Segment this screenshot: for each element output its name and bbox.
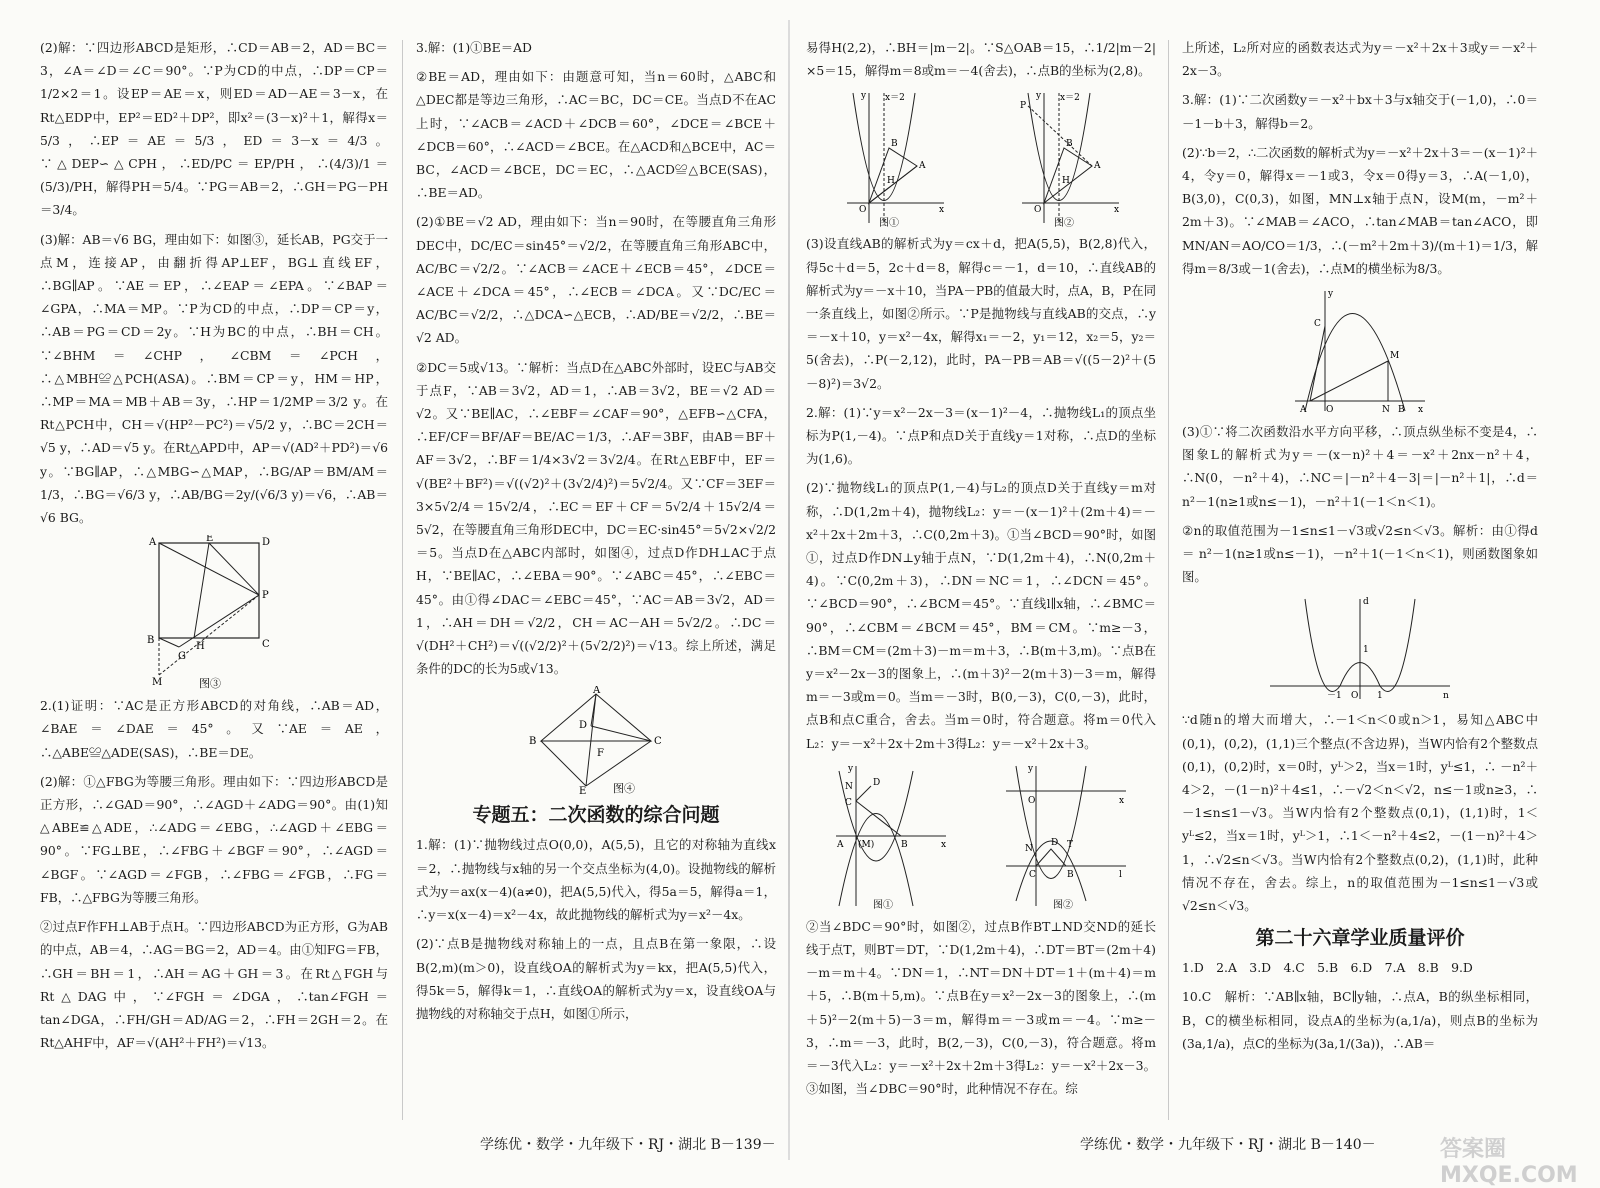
svg-text:B: B <box>1065 139 1073 150</box>
svg-text:E: E <box>206 535 214 545</box>
figure-d <box>1290 286 1430 416</box>
svg-text:x: x <box>941 839 947 850</box>
svg-text:图①: 图① <box>873 899 893 911</box>
column-2 <box>416 36 776 1116</box>
paragraph: (2)∵b＝2，∴二次函数的解析式为y＝－x²＋2x＋3＝－(x－1)²＋4，令y＝0，解得x＝－1或3，令x＝0得y＝3，∴A(－1,0)，B(3,0)，C(0,3)，如图，MN⊥x轴于点N，设M(m，－m²＋2m＋3)。∵∠MAB＝∠ACO，∴tan∠MAB＝tan∠ACO，即MN/AN＝AO/CO＝1/3，∴(－m²＋2m＋3)/(m＋1)＝1/3，解得m＝8/3或－1(舍去)，∴点M的横坐标为8/3。 <box>1182 144 1538 276</box>
figure-row <box>806 761 1156 911</box>
svg-text:N: N <box>845 781 853 792</box>
svg-text:N: N <box>1382 405 1390 416</box>
svg-text:(M): (M) <box>858 839 875 850</box>
svg-text:A: A <box>918 161 925 172</box>
column-divider <box>402 40 403 1120</box>
svg-text:A: A <box>593 686 601 697</box>
svg-text:y: y <box>1028 763 1034 774</box>
svg-text:图③: 图③ <box>199 677 221 691</box>
svg-text:B: B <box>1067 869 1074 880</box>
svg-text:－1: －1 <box>1327 691 1342 702</box>
paragraph: 3.解：(1)①BE＝AD <box>416 40 532 55</box>
answer-line: 1.D 2.A 3.D 4.C 5.B 6.D 7.A 8.B 9.D <box>1182 960 1473 976</box>
svg-text:A: A <box>149 537 157 549</box>
figure-row <box>806 88 1156 228</box>
svg-text:A: A <box>1093 161 1100 172</box>
svg-text:y: y <box>860 91 866 102</box>
svg-text:l: l <box>1119 869 1122 880</box>
svg-text:C: C <box>1029 869 1036 880</box>
svg-text:x: x <box>1119 795 1125 806</box>
paragraph: ②DC＝5或√13。∵解析：当点D在△ABC外部时，设EC与AB交于点F，∵AB＝3√2，AD＝1，∴AB＝3√2，BE＝√2 AD＝√2。又∵BE∥AC，∴∠EBF＝∠CAF＝90°，△EFB∽△CFA，∴EF/CF＝BF/AF＝BE/AC＝1/3，∴AF＝3BF，由AB＝BF＋AF＝3√2，∴BF＝1/4×3√2＝3√2/4。在Rt△EBF中，EF＝√(BE²＋BF²)＝√((√2)²＋(3√2/4)²)＝5√2/4。又∵CF＝3EF＝3×5√2/4＝15√2/4，∴EC＝EF＋CF＝5√2/4＋15√2/4＝5√2，在等腰直角三角形DEC中，DC＝EC·sin45°＝5√2×√2/2＝5。当点D在△ABC内部时，如图④，过点D作DH⊥AC于点H，∵BE∥AC，∴∠EBA＝90°。∵∠ABC＝45°，∴∠EBC＝45°。由①得∠DAC＝∠EBC＝45°，∵AC＝AB＝3√2，AD＝1，∴AH＝DH＝√2/2，CH＝AC－AH＝5√2/2。∴DC＝√(DH²＋CH²)＝√((√2/2)²＋(5√2/2)²)＝√13。综上所述，满足条件的DC的长为5或√13。 <box>416 359 776 677</box>
paragraph: (3)①∵将二次函数沿水平方向平移，∴顶点纵坐标不变是4，∴图象L的解析式为y＝－(x－n)²＋4＝－x²＋2nx－n²＋4，∴N(0，－n²＋4)，∴NC＝|－n²＋4－3|＝|－n²＋1|，∴d＝ n²－1(n≥1或n≤－1)，－n²＋1(－1＜n＜1)。 <box>1182 424 1538 509</box>
svg-text:H: H <box>886 176 895 187</box>
svg-text:D: D <box>262 537 271 549</box>
paragraph: 1.解：(1)∵抛物线过点O(0,0)，A(5,5)，且它的对称轴为直线x＝2，∴抛物线与x轴的另一个交点坐标为(4,0)。设抛物线的解析式为y＝ax(x－4)(a≠0)，把A(5,5)代入，得5a＝5，解得a＝1，∴y＝x(x－4)＝x²－4x，故此抛物线的解析式为y＝x²－4x。 <box>416 837 776 923</box>
svg-text:P: P <box>262 590 269 602</box>
footer-left: 学练优・数学・九年级下・RJ・湖北 B－139－ <box>480 1137 776 1153</box>
svg-text:y: y <box>1035 91 1041 102</box>
paragraph: 3.解：(1)∵二次函数y＝－x²＋bx＋3与x轴交于(－1,0)，∴0＝－1－b＋3，解得b＝2。 <box>1182 92 1538 131</box>
svg-text:F: F <box>597 748 604 760</box>
paragraph: (2)解：∵四边形ABCD是矩形，∴CD＝AB＝2，AD＝BC＝3，∠A＝∠D＝∠C＝90°。∵P为CD的中点，∴DP＝CP＝1/2×2＝1。设EP＝AE＝x，则ED＝AD－AE＝3－x，在Rt△EDP中，EP²＝ED²＋DP²，即x²＝(3－x)²＋1，解得x＝5/3，∴EP＝AE＝5/3，ED＝3－x＝4/3。∵△DEP∽△CPH，∴ED/PC＝EP/PH，∴(4/3)/1＝(5/3)/PH，解得PH＝5/4。∵PG＝AB＝2，∴GH＝PG－PH＝3/4。 <box>40 40 388 218</box>
footer-right: 学练优・数学・九年级下・RJ・湖北 B－140－ <box>1080 1137 1376 1153</box>
svg-text:图①: 图① <box>878 218 899 229</box>
svg-text:O: O <box>1028 795 1036 806</box>
svg-text:D: D <box>1051 837 1059 848</box>
svg-text:y: y <box>848 763 854 774</box>
section-title: 专题五：二次函数的综合问题 <box>472 804 720 827</box>
svg-text:G: G <box>178 651 186 663</box>
svg-text:B: B <box>890 139 898 150</box>
paragraph: ②过点F作FH⊥AB于点H。∵四边形ABCD为正方形，G为AB的中点，AB＝4，∴AG＝BG＝2，AD＝4。由①知FG＝FB，∴GH＝BH＝1，∴AH＝AG＋GH＝3。在Rt△FGH与Rt△DAG中，∵∠FGH＝∠DGA，∴tan∠FGH＝tan∠DGA，∴FH/GH＝AD/AG＝2，∴FH＝2GH＝2。在Rt△AHF中，AF＝√(AH²＋FH²)＝√13。 <box>40 919 388 1051</box>
watermark: 答案圈 MXQE.COM <box>1440 1137 1578 1188</box>
svg-text:d: d <box>1363 597 1369 608</box>
paragraph: (2)解：①△FBG为等腰三角形。理由如下：∵四边形ABCD是正方形，∴∠GAD＝90°，∴∠AGD＋∠ADG＝90°。由(1)知△ABE≌△ADE，∴∠ADG＝∠EBG，∴∠AGD＋∠EBG＝90°。∵FG⊥BE，∴∠FBG＋∠BGF＝90°，∴∠AGD＝∠BGF。∵∠AGD＝∠FGB，∴∠FBG＝∠FGB，∴FG＝FB，∴△FBG为等腰三角形。 <box>40 773 388 905</box>
svg-text:图④: 图④ <box>613 782 635 796</box>
paragraph: (3)解：AB＝√6 BG，理由如下：如图③，延长AB，PG交于一点M，连接AP，由翻折得AP⊥EF，BG⊥直线EF，∴BG∥AP。∵AE＝EP，∴∠EAP＝∠EPA。∵∠BAP＝∠GPA，∴MA＝MP。∵P为CD的中点，∴DP＝CP＝y，∴AB＝PG＝CD＝2y。∵H为BC的中点，∴BH＝CH。∵∠BHM＝∠CHP，∠CBM＝∠PCH，∴△MBH≌△PCH(ASA)。∴BM＝CP＝y，HM＝HP，∴MP＝MA＝MB＋AB＝3y，∴HP＝1/2MP＝3/2 y。在Rt△PCH中，CH＝√(HP²－PC²)＝√5/2 y，∴BC＝2CH＝√5 y，∴AD＝√5 y。在Rt△APD中，AP＝√(AD²＋PD²)＝√6 y。∵BG∥AP，∴△MBG∽△MAP，∴BG/AP＝BM/AM＝1/3，∴BG＝√6/3 y，∴AB/BG＝2y/(√6/3 y)＝√6，∴AB＝√6 BG。 <box>40 231 388 526</box>
svg-text:O: O <box>1326 405 1334 416</box>
page-spine <box>788 20 790 1160</box>
svg-text:M: M <box>152 677 163 689</box>
paragraph: (2)∵点B是抛物线对称轴上的一点，且点B在第一象限，∴设B(2,m)(m＞0)，设直线OA的解析式为y＝kx，把A(5,5)代入，得5k＝5，解得k＝1，∴直线OA的解析式为y＝x，设直线OA与抛物线的对称轴交于点H，如图①所示， <box>416 936 776 1021</box>
paragraph: 2.(1)证明：∵AC是正方形ABCD的对角线，∴AB＝AD，∠BAE＝∠DAE＝45°。又∵AE＝AE，∴△ABE≌△ADE(SAS)，∴BE＝DE。 <box>40 698 388 760</box>
section-title: 第二十六章学业质量评价 <box>1255 927 1465 950</box>
svg-text:H: H <box>1061 176 1070 187</box>
paragraph: 2.解：(1)∵y＝x²－2x－3＝(x－1)²－4，∴抛物线L₁的顶点坐标为P(1,－4)。∵点P和点D关于直线y＝1对称，∴点D的坐标为(1,6)。 <box>806 404 1156 467</box>
svg-text:1: 1 <box>1377 691 1383 702</box>
svg-text:B: B <box>901 839 908 850</box>
svg-text:E: E <box>579 786 587 797</box>
svg-text:O: O <box>858 205 866 216</box>
figure-3 <box>144 535 284 690</box>
paragraph: ∵d随n的增大而增大，∴－1＜n＜0或n＞1，易知△ABC中(0,1)，(0,2)，(1,1)三个整点(不含边界)，当W内恰有2个整数点(0,1)，(0,2)时，x＝0时，yᴸ＞2，当x＝1时，yᴸ≤1，∴ －n²＋4＞2，－(1－n)²＋4≤1，∴－√2＜n＜√2，n≤－1或n≥3，∴－1≤n≤1－√3。当W内恰有2个整数点(0,1)，(1,1)时，1＜yᴸ≤2，当x＝1时，yᴸ＞1，∴1＜－n²＋4≤2，－(1－n)²＋4＞1，∴√2≤n＜√3。当W内恰有2个整数点(0,2)，(1,1)时，此种情况不存在，舍去。综上，n的取值范围为－1≤n≤1－√3或√2≤n＜√3。 <box>1182 712 1538 914</box>
column-divider <box>1168 40 1169 1120</box>
svg-text:A: A <box>1300 405 1307 416</box>
column-3 <box>806 36 1156 1116</box>
svg-text:图②: 图② <box>1053 899 1073 911</box>
paragraph: (2)①BE＝√2 AD，理由如下：当n＝90时，在等腰直角三角形DEC中，DC/EC＝sin45°＝√2/2，在等腰直角三角形ABC中，AC/BC＝√2/2。∵∠ACB＝∠ACE＋∠ECB＝45°，∠DCE＝∠ACE＋∠DCA＝45°，∴∠ECB＝∠DCA。又∵DC/EC＝AC/BC＝√2/2，∴△DCA∽△ECB，∴AD/BE＝√2/2，∴BE＝√2 AD。 <box>416 214 776 346</box>
figure-b2 <box>1014 88 1124 228</box>
svg-text:n: n <box>1443 691 1449 702</box>
svg-text:O: O <box>1351 691 1359 702</box>
svg-text:M: M <box>1390 351 1400 362</box>
svg-text:B: B <box>147 635 155 647</box>
svg-text:x: x <box>938 205 944 216</box>
paragraph: 易得H(2,2)，∴BH＝|m－2|。∵S△OAB＝15，∴1/2|m－2|×5＝15，解得m＝8或m＝－4(舍去)，∴点B的坐标为(2,8)。 <box>806 40 1156 79</box>
paragraph: 10.C 解析：∵AB∥x轴，BC∥y轴，∴点A，B的纵坐标相同，B，C的横坐标相同，设点A的坐标为(a,1/a)，则点B的坐标为(3a,1/a)，点C的坐标为(3a,1/(3a))，∴AB＝ <box>1182 989 1538 1051</box>
svg-text:x: x <box>1113 205 1119 216</box>
svg-text:C: C <box>654 736 662 748</box>
svg-text:C: C <box>262 639 270 651</box>
paragraph: 上所述，L₂所对应的函数表达式为y＝－x²＋2x＋3或y＝－x²＋2x－3。 <box>1182 40 1538 79</box>
svg-text:D: D <box>873 777 881 788</box>
figure-c1 <box>831 761 951 911</box>
figure-e <box>1265 594 1455 704</box>
svg-text:B: B <box>529 736 537 748</box>
paragraph: ②BE＝AD，理由如下：由题意可知，当n＝60时，△ABC和△DEC都是等边三角形，∴AC＝BC，DC＝CE。当点D不在AC上时，∵∠ACB＝∠ACD＋∠DCB＝60°，∠DCE＝∠BCE＋∠DCB＝60°，∴∠ACD＝∠BCE。在△ACD和△BCE中，AC＝BC，∠ACD＝∠BCE，DC＝EC，∴△ACD≌△BCE(SAS)，∴BE＝AD。 <box>416 69 776 201</box>
svg-text:T: T <box>1067 839 1074 850</box>
paragraph: ②n的取值范围为－1≤n≤1－√3或√2≤n＜√3。解析：由①得d＝ n²－1(n≥1或n≤－1)，－n²＋1(－1＜n＜1)，则函数图象如图。 <box>1182 522 1538 585</box>
svg-text:H: H <box>196 641 205 653</box>
svg-text:A: A <box>837 839 844 850</box>
svg-text:x＝2: x＝2 <box>884 93 905 104</box>
column-1 <box>40 36 388 1116</box>
figure-c2 <box>1001 761 1131 911</box>
svg-text:C: C <box>1314 319 1321 330</box>
figure-4 <box>521 686 671 796</box>
svg-text:B: B <box>1398 405 1405 416</box>
svg-text:y: y <box>1328 289 1334 300</box>
paragraph: (3)设直线AB的解析式为y＝cx＋d，把A(5,5)，B(2,8)代入，得5c＋d＝5，2c＋d＝8，解得c＝－1，d＝10，∴直线AB的解析式为y＝－x＋10，当PA－PB的值最大时，点A，B，P在同一条直线上，如图②所示。∵P是抛物线与直线AB的交点，∴y＝－x＋10，y＝x²－4x，解得x₁＝－2，y₁＝12，x₂＝5，y₂＝5(舍去)，∴P(－2,12)，此时，PA－PB＝AB＝√((5－2)²＋(5－8)²)＝3√2。 <box>806 236 1156 391</box>
svg-text:1: 1 <box>1363 645 1369 656</box>
svg-text:x＝2: x＝2 <box>1059 93 1080 104</box>
svg-text:图②: 图② <box>1053 218 1074 229</box>
svg-text:O: O <box>1033 205 1041 216</box>
paragraph: (2)∵抛物线L₁的顶点P(1,－4)与L₂的顶点D关于直线y＝m对称，∴D(1,2m＋4)，抛物线L₂：y＝－(x－1)²＋(2m＋4)＝－x²＋2x＋2m＋3，∴C(0,2m＋3)。①当∠BCD＝90°时，如图①，过点D作DN⊥y轴于点N，∵D(1,2m＋4)，∴N(0,2m＋4)。∵C(0,2m＋3)，∴DN＝NC＝1，∴∠DCN＝45°。∵∠BCD＝90°，∴∠BCM＝45°。∵直线l∥x轴，∴∠BMC＝90°，∴∠CBM＝∠BCM＝45°，BM＝CM。∵m≥－3，∴BM＝CM＝(2m＋3)－m＝m＋3，∴B(m＋3,m)。∵点B在y＝x²－2x－3的图象上，∴(m＋3)²－2(m＋3)－3＝m，解得m＝－3或m＝0。当m＝－3时，B(0,－3)，C(0,－3)，此时，点B和点C重合，舍去。当m＝0时，符合题意。将m＝0代入L₂：y＝－x²＋2x＋2m＋3得L₂：y＝－x²＋2x＋3。 <box>806 480 1156 751</box>
svg-text:N: N <box>1025 843 1033 854</box>
svg-text:D: D <box>579 720 588 732</box>
column-4 <box>1182 36 1538 1116</box>
svg-text:x: x <box>1418 405 1424 416</box>
figure-b1 <box>839 88 949 228</box>
svg-text:C: C <box>845 797 852 808</box>
paragraph: ②当∠BDC＝90°时，如图②，过点B作BT⊥ND交ND的延长线于点T，则BT＝DT，∵D(1,2m＋4)，∴DT＝BT＝(2m＋4)－m＝m＋4。∵DN＝1，∴NT＝DN＋DT＝1＋(m＋4)＝m＋5，∴B(m＋5,m)。∵点B在y＝x²－2x－3的图象上，∴(m＋5)²－2(m＋5)－3＝m，解得m＝－3或m＝－4。∵m≥－3，∴m＝－3，此时，B(2,－3)，C(0,－3)，符合题意。将m＝－3代入L₂：y＝－x²＋2x＋2m＋3得L₂：y＝－x²＋2x－3。③如图，当∠DBC＝90°时，此种情况不存在。综 <box>806 918 1156 1097</box>
svg-text:P: P <box>1019 101 1026 112</box>
